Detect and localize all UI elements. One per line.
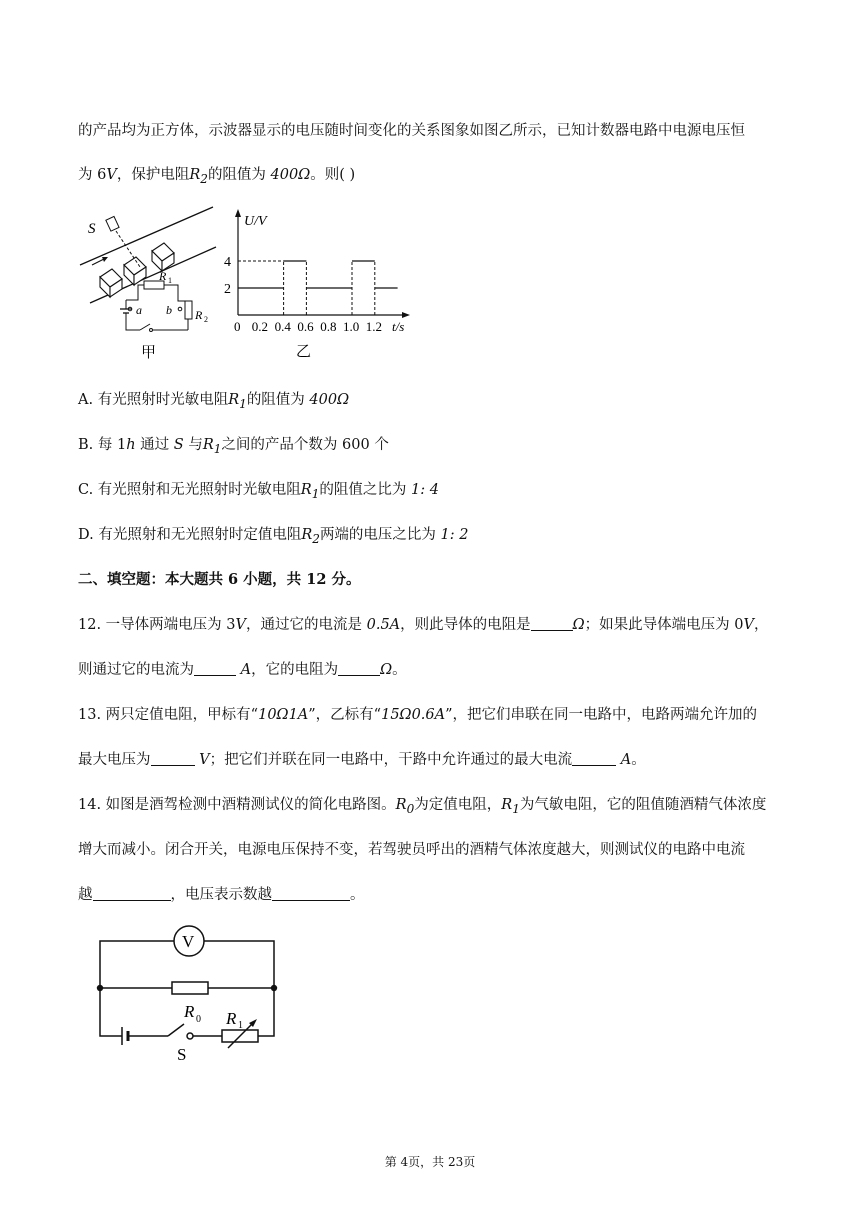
- text: ；如果此导体端电压为 0: [584, 617, 744, 633]
- unit-h: h: [126, 437, 136, 453]
- intro-line-2: [78, 163, 355, 186]
- text: 为气敏电阻，它的阻值随酒精气体浓度: [519, 797, 767, 813]
- answer-blank[interactable]: [93, 886, 171, 901]
- value: 1: 2: [440, 527, 469, 543]
- text: 的阻值为: [207, 167, 271, 183]
- text: C. 有光照射和无光照射时光敏电阻: [78, 482, 301, 498]
- label-r1: R: [159, 269, 167, 283]
- question-12-line-2: [78, 658, 407, 679]
- value: 400Ω: [309, 392, 350, 408]
- text: 。则( ): [310, 167, 356, 183]
- text: 为定值电阻，: [414, 797, 502, 813]
- unit: V: [235, 617, 246, 633]
- answer-blank[interactable]: [572, 751, 616, 766]
- question-13-line-2: [78, 748, 646, 769]
- value: 0.5A: [366, 617, 401, 633]
- question-14-line-1: [78, 793, 766, 816]
- question-14-line-2: 增大而减小。闭合开关，电源电压保持不变，若驾驶员呼出的酒精气体浓度越大，则测试仪的电路中电流: [78, 842, 745, 858]
- label-s: S: [88, 221, 96, 237]
- option-c: [78, 478, 439, 501]
- x-tick-label: 0.8: [320, 319, 337, 334]
- text: A. 有光照射时光敏电阻: [78, 392, 229, 408]
- unit: A: [616, 752, 632, 768]
- section-heading: 二、填空题：本大题共 6 小题，共 12 分。: [78, 571, 361, 588]
- x-tick-label: 0: [234, 319, 241, 334]
- text: 通过: [135, 437, 174, 453]
- label-r1-sub: 1: [168, 276, 172, 285]
- question-14-line-3: [78, 883, 365, 904]
- text: B. 每 1: [78, 437, 127, 453]
- text: 。: [392, 662, 407, 678]
- figure-yi-chart: [220, 205, 420, 365]
- text: ；把它们并联在同一电路中，干路中允许通过的最大电流: [209, 752, 573, 768]
- value: 15Ω0.6A: [381, 707, 446, 723]
- resistance-value: 400Ω: [270, 167, 311, 183]
- text: 为 6: [78, 167, 107, 183]
- symbol-sub: 2: [312, 531, 320, 546]
- y-tick-label: 4: [224, 255, 231, 270]
- symbol-r: R: [202, 437, 214, 453]
- label-a: a: [136, 303, 142, 317]
- text: 与: [183, 437, 203, 453]
- text: ，: [754, 617, 769, 633]
- value: 10Ω1A: [258, 707, 309, 723]
- option-d: [78, 523, 469, 546]
- text: 则通过它的电流为: [78, 662, 194, 678]
- symbol-sub: 0: [406, 801, 415, 816]
- label-r1-sub: 1: [238, 1020, 243, 1031]
- symbol-r: R: [228, 392, 240, 408]
- unit-v: V: [106, 167, 117, 183]
- symbol-sub: 1: [311, 486, 320, 501]
- label-r1: R: [226, 1009, 237, 1028]
- text: 越: [78, 887, 93, 903]
- voltmeter-label: V: [182, 932, 195, 951]
- x-tick-label: 1.2: [365, 319, 383, 334]
- unit: Ω: [380, 662, 393, 678]
- question-12-line-1: [78, 613, 769, 634]
- answer-blank[interactable]: [272, 886, 350, 901]
- text: D. 有光照射和无光照射时定值电阻: [78, 527, 302, 543]
- symbol-r: R: [300, 482, 312, 498]
- label-r0-sub: 0: [196, 1014, 201, 1025]
- text: ，通过它的电流是: [246, 617, 367, 633]
- x-axis-label: t/s: [392, 319, 405, 334]
- text: ，则此导体的电阻是: [400, 617, 531, 633]
- unit: A: [236, 662, 252, 678]
- caption-yi: 乙: [296, 344, 312, 360]
- unit: V: [743, 617, 754, 633]
- label-r2-sub: 2: [204, 315, 208, 324]
- figure-jia-circuit: [78, 205, 218, 360]
- y-tick-label: 2: [224, 282, 231, 297]
- text: 14. 如图是酒驾检测中酒精测试仪的简化电路图。: [78, 797, 396, 813]
- unit: Ω: [572, 617, 585, 633]
- symbol-sub: 2: [200, 171, 208, 186]
- x-tick-label: 0.2: [251, 319, 269, 334]
- y-axis-label: U/V: [244, 214, 267, 229]
- symbol-r: R: [395, 797, 407, 813]
- x-tick-label: 1.0: [343, 319, 360, 334]
- answer-blank[interactable]: [531, 616, 573, 631]
- answer-blank[interactable]: [151, 751, 195, 766]
- x-tick-label: 0.6: [297, 319, 314, 334]
- x-tick-label: 0.4: [274, 319, 291, 334]
- text: 13. 两只定值电阻，甲标有“: [78, 707, 259, 723]
- caption-jia: 甲: [141, 345, 157, 360]
- symbol-s: S: [173, 437, 184, 453]
- value: 1: 4: [411, 482, 439, 498]
- symbol-sub: 1: [239, 396, 247, 411]
- switch-label: S: [177, 1045, 187, 1064]
- text: 之间的产品个数为 600 个: [221, 437, 389, 453]
- symbol-sub: 1: [512, 801, 520, 816]
- text: 12. 一导体两端电压为 3: [78, 617, 236, 633]
- label-b: b: [166, 303, 172, 317]
- symbol-r: R: [501, 797, 513, 813]
- answer-blank[interactable]: [194, 661, 236, 676]
- symbol-r: R: [189, 167, 201, 183]
- text: 的阻值为: [246, 392, 310, 408]
- text: 最大电压为: [78, 752, 151, 768]
- text: ，保护电阻: [116, 167, 190, 183]
- text: 的阻值之比为: [319, 482, 412, 498]
- text: ，电压表示数越: [170, 887, 272, 903]
- alcohol-tester-circuit: [92, 922, 292, 1064]
- answer-blank[interactable]: [338, 661, 380, 676]
- label-r2: R: [195, 308, 203, 322]
- symbol-r: R: [301, 527, 313, 543]
- text: 两端的电压之比为: [319, 527, 441, 543]
- text: ”，把它们串联在同一电路中，电路两端允许加的: [445, 707, 758, 723]
- intro-line-1: 的产品均为正方体，示波器显示的电压随时间变化的关系图象如图乙所示，已知计数器电路中电源电压恒: [78, 123, 745, 139]
- unit: V: [194, 752, 210, 768]
- symbol-sub: 1: [213, 441, 222, 456]
- option-a: [78, 388, 349, 411]
- label-r0: R: [184, 1002, 195, 1021]
- text: ”，乙标有“: [308, 707, 382, 723]
- page-footer: 第 4页，共 23页: [384, 1155, 476, 1169]
- text: 。: [631, 752, 646, 768]
- text: ，它的电阻为: [251, 662, 339, 678]
- text: 。: [350, 887, 365, 903]
- option-b: [78, 433, 389, 456]
- question-13-line-1: [78, 703, 757, 724]
